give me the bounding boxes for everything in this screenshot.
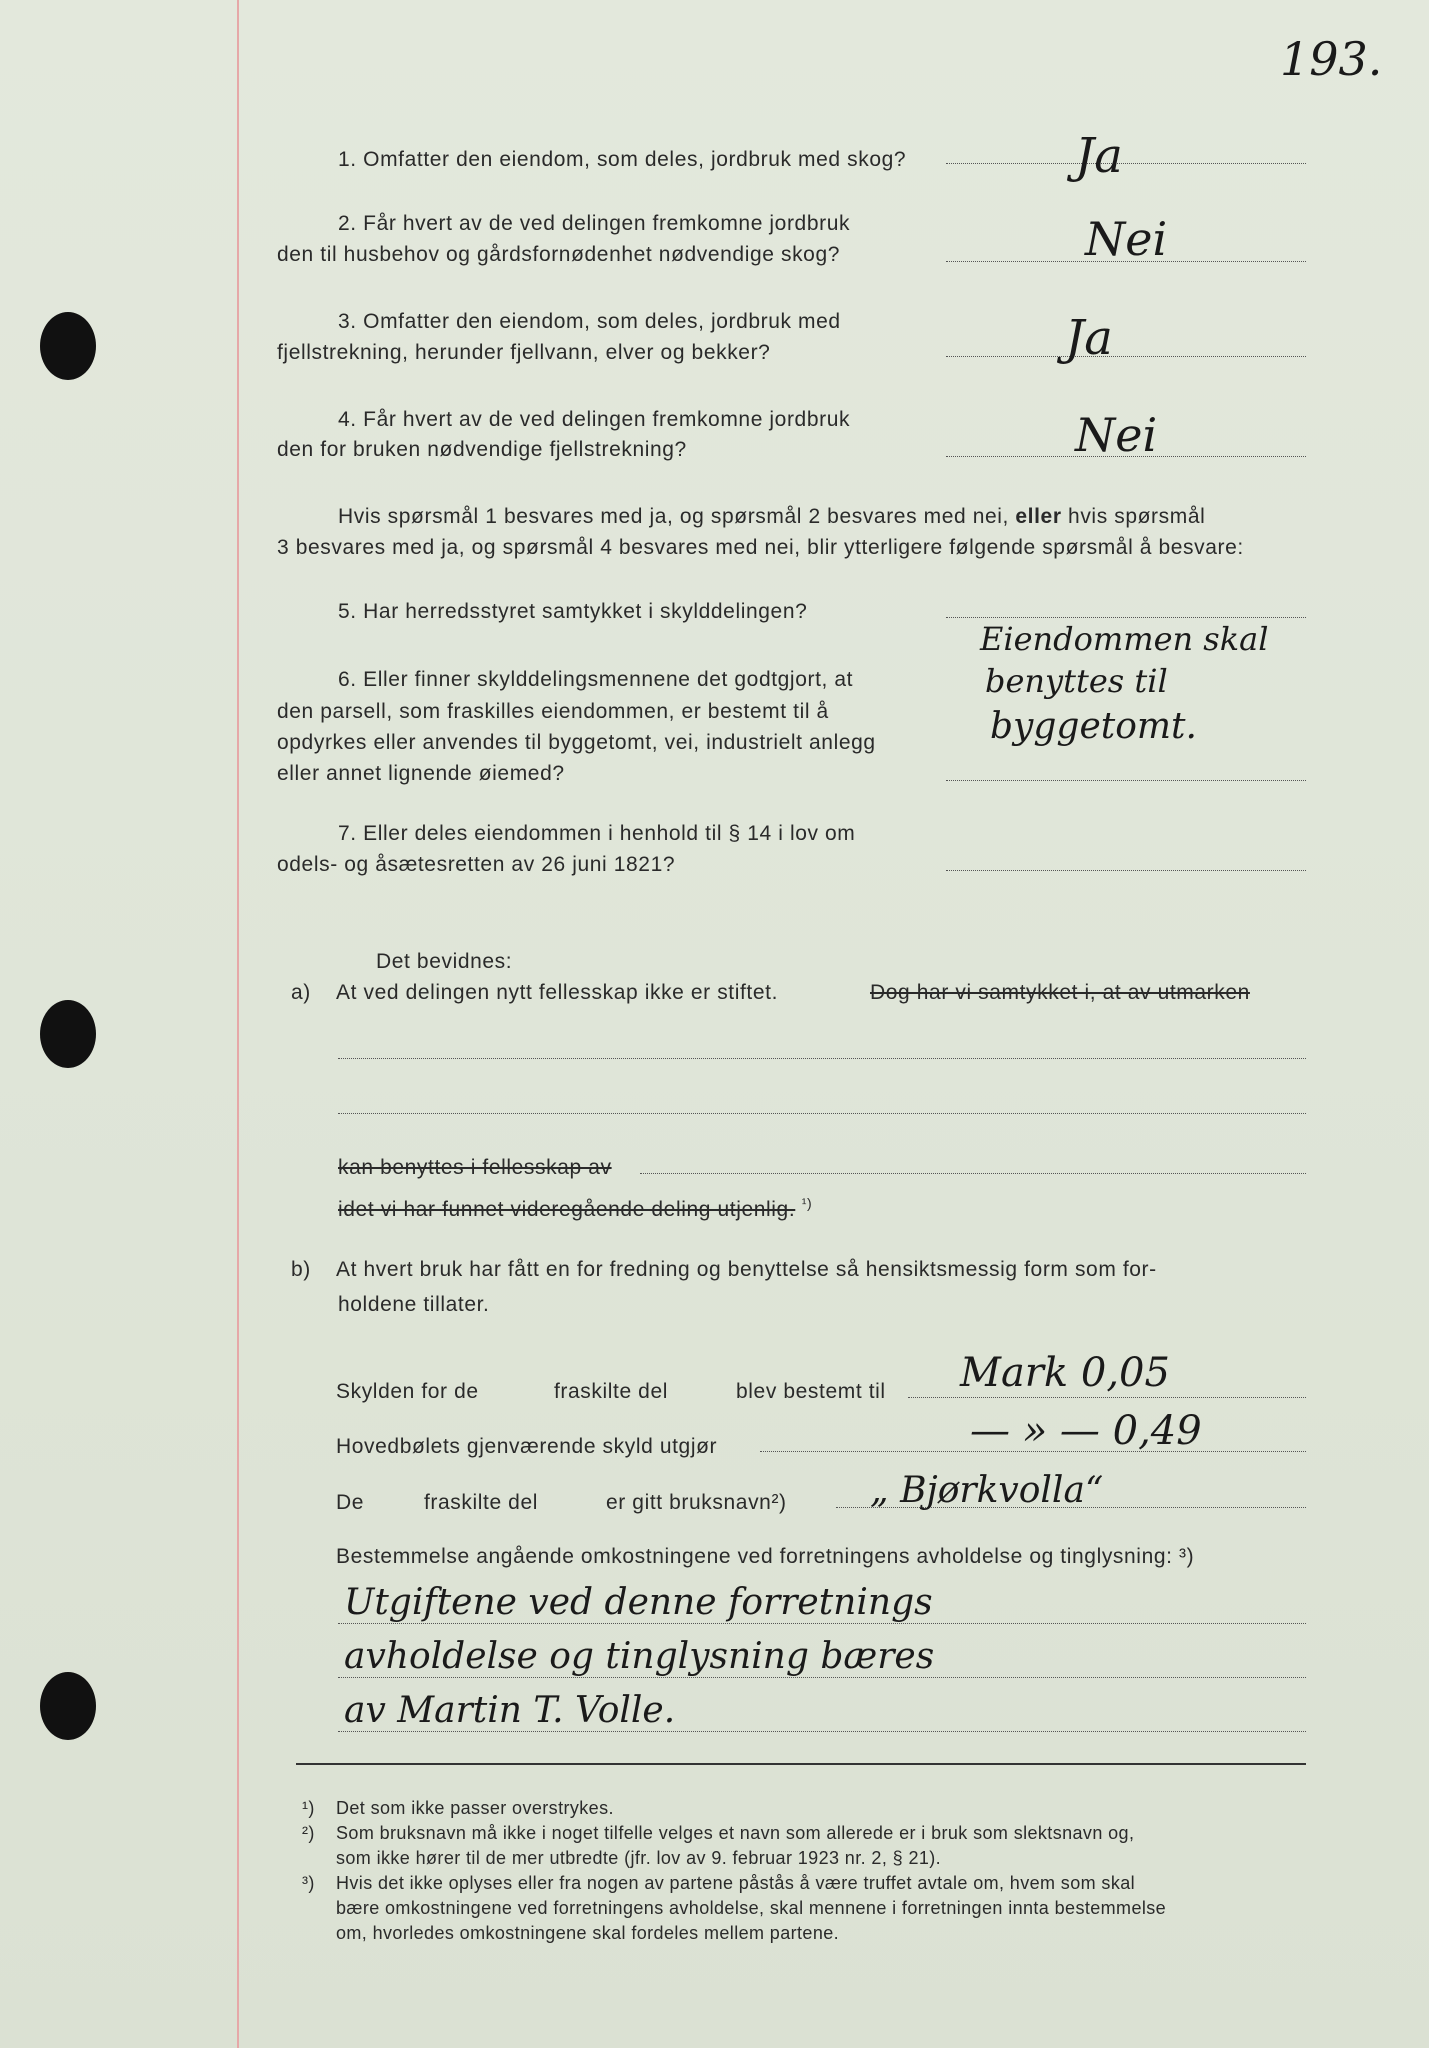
valuation-row-1-c: blev bestemt til xyxy=(736,1380,886,1403)
question-1-text: 1. Omfatter den eiendom, som deles, jordbruk med skog? xyxy=(338,148,907,171)
valuation-row-3-a: De xyxy=(336,1491,365,1514)
question-6-line-1: 6. Eller finner skylddelingsmennene det godtgjort, at xyxy=(338,668,854,691)
question-4-line-1: 4. Får hvert av de ved delingen fremkomne jordbruk xyxy=(338,408,851,431)
fill-line xyxy=(338,1731,1306,1732)
item-b-line-2: holdene tillater. xyxy=(338,1293,490,1316)
question-6-line-3: opdyrkes eller anvendes til byggetomt, vei, industrielt anlegg xyxy=(277,731,876,754)
answer-6-line-3: byggetomt. xyxy=(990,706,1197,747)
condition-text-a: Hvis spørsmål 1 besvares med ja, og spørsmål 2 besvares med nei, xyxy=(338,505,1009,528)
question-2-line-1: 2. Får hvert av de ved delingen fremkomne jordbruk xyxy=(338,212,851,235)
answer-1: Ja xyxy=(1075,128,1123,184)
answer-3: Ja xyxy=(1065,310,1113,366)
question-3-line-2: fjellstrekning, herunder fjellvann, elver og bekker? xyxy=(277,341,771,364)
valuation-row-3-c: er gitt bruksnavn²) xyxy=(606,1491,787,1514)
footnote-separator xyxy=(296,1763,1306,1765)
certification-heading: Det bevidnes: xyxy=(376,950,513,973)
fill-line xyxy=(908,1397,1306,1398)
condition-emphasis: eller xyxy=(1015,505,1062,528)
costs-line-1: Utgiftene ved denne forretnings xyxy=(344,1582,933,1623)
footnote-2-line-1: Som bruksnavn må ikke i noget tilfelle velges et navn som allerede er i bruk som slektsnavn og, xyxy=(336,1823,1135,1843)
punch-hole xyxy=(40,1000,96,1068)
item-a-label: a) xyxy=(291,981,311,1004)
question-6-line-2: den parsell, som fraskilles eiendommen, er bestemt til å xyxy=(277,700,829,723)
valuation-row-2-value: — » — 0,49 xyxy=(970,1408,1202,1454)
valuation-row-1-b: fraskilte del xyxy=(554,1380,669,1403)
answer-6-line-2: benyttes til xyxy=(985,662,1168,700)
struck-line-3: kan benyttes i fellesskap av xyxy=(338,1156,612,1179)
answer-line xyxy=(946,780,1306,781)
fill-line xyxy=(640,1173,1306,1174)
footnote-2-line-2: som ikke hører til de mer utbredte (jfr. lov av 9. februar 1923 nr. 2, § 21). xyxy=(336,1848,942,1868)
footnote-3-line-3: om, hvorledes omkostningene skal fordeles mellem partene. xyxy=(336,1923,840,1943)
fill-line xyxy=(338,1677,1306,1678)
footnote-1-mark: ¹) xyxy=(302,1798,315,1818)
answer-line xyxy=(946,163,1306,164)
footnote-1-line-1: Det som ikke passer overstrykes. xyxy=(336,1798,614,1818)
valuation-row-1-a: Skylden for de xyxy=(336,1380,479,1403)
question-7-line-1: 7. Eller deles eiendommen i henhold til § 14 i lov om xyxy=(338,822,856,845)
question-4-line-2: den for bruken nødvendige fjellstrekning? xyxy=(277,438,687,461)
question-6-line-4: eller annet lignende øiemed? xyxy=(277,762,565,785)
bruksnavn-value: „ Bjørkvolla“ xyxy=(870,1470,1104,1511)
costs-label: Bestemmelse angående omkostningene ved forretningens avholdelse og tinglysning: ³) xyxy=(336,1545,1195,1568)
question-7-line-2: odels- og åsætesretten av 26 juni 1821? xyxy=(277,853,676,876)
answer-6-line-1: Eiendommen skal xyxy=(980,620,1269,658)
condition-text-b: hvis spørsmål xyxy=(1068,505,1206,528)
fill-line xyxy=(338,1058,1306,1059)
answer-line xyxy=(946,870,1306,871)
page-number: 193. xyxy=(1280,32,1383,86)
answer-line xyxy=(946,356,1306,357)
condition-line-2: 3 besvares med ja, og spørsmål 4 besvares med nei, blir ytterligere følgende spørsmål å besvare: xyxy=(277,536,1244,559)
condition-line-1 xyxy=(338,505,1205,529)
question-3-line-1: 3. Omfatter den eiendom, som deles, jordbruk med xyxy=(338,310,841,333)
valuation-row-3-b: fraskilte del xyxy=(424,1491,539,1514)
footnote-3-line-1: Hvis det ikke oplyses eller fra nogen av partene påstås å være truffet avtale om, hvem som skal xyxy=(336,1873,1136,1893)
costs-line-2: avholdelse og tinglysning bæres xyxy=(344,1636,935,1677)
footnote-3-line-2: bære omkostningene ved forretningens avholdelse, skal mennene i forretningen innta bestemmelse xyxy=(336,1898,1167,1918)
item-a-struck-text: Dog har vi samtykket i, at av utmarken xyxy=(870,981,1250,1004)
costs-line-3: av Martin T. Volle. xyxy=(344,1690,676,1731)
answer-4: Nei xyxy=(1075,408,1158,462)
item-b-label: b) xyxy=(291,1258,311,1281)
item-a-text: At ved delingen nytt fellesskap ikke er stiftet. xyxy=(336,981,779,1004)
punch-hole xyxy=(40,1672,96,1740)
footnote-2-mark: ²) xyxy=(302,1823,315,1843)
question-5-text: 5. Har herredsstyret samtykket i skylddelingen? xyxy=(338,600,808,623)
struck-line-4-wrap xyxy=(338,1195,812,1222)
margin-rule xyxy=(237,0,239,2048)
answer-2: Nei xyxy=(1085,212,1168,266)
question-2-line-2: den til husbehov og gårdsfornødenhet nødvendige skog? xyxy=(277,243,841,266)
punch-hole xyxy=(40,312,96,380)
struck-line-4: idet vi har funnet videregående deling utjenlig. xyxy=(338,1198,796,1221)
fill-line xyxy=(338,1113,1306,1114)
answer-line xyxy=(946,617,1306,618)
item-b-line-1: At hvert bruk har fått en for fredning og benyttelse så hensiktsmessig form som for- xyxy=(336,1258,1157,1281)
footnote-3-mark: ³) xyxy=(302,1873,315,1893)
footnote-ref-1: ¹) xyxy=(801,1195,813,1211)
fill-line xyxy=(338,1623,1306,1624)
valuation-row-1-value: Mark 0,05 xyxy=(960,1350,1170,1396)
valuation-row-2-label: Hovedbølets gjenværende skyld utgjør xyxy=(336,1435,718,1458)
